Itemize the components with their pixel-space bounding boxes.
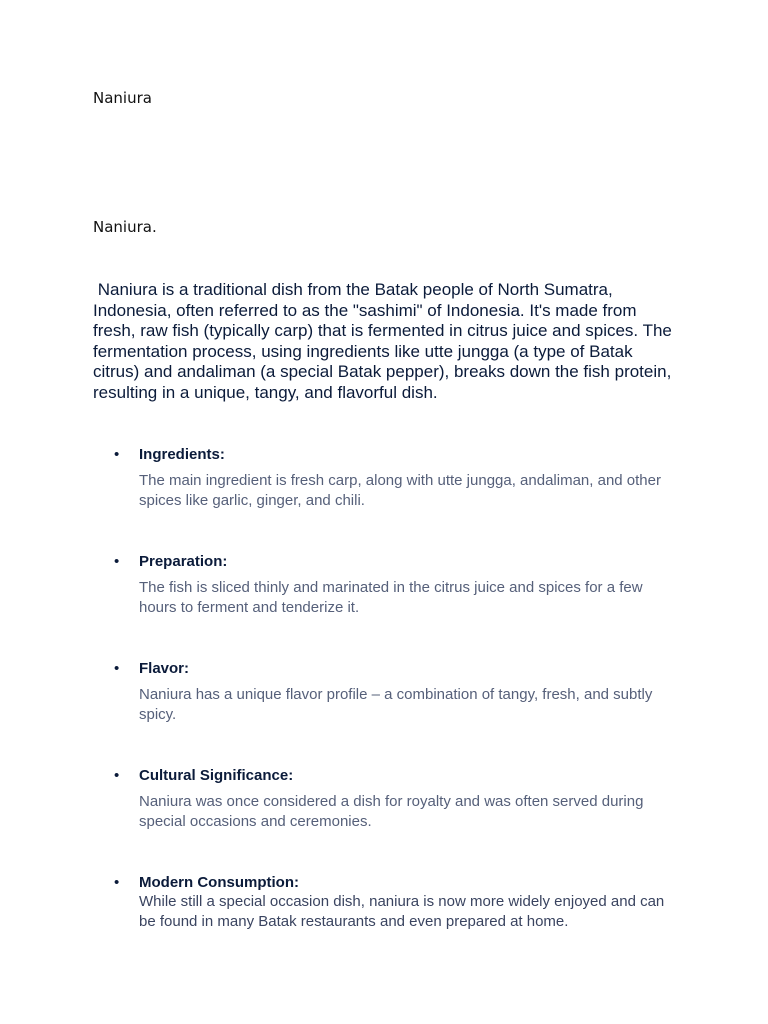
item-body: The fish is sliced thinly and marinated in the citrus juice and spices for a few hours to ferment and tenderize it. bbox=[139, 579, 643, 616]
bullet-icon: • bbox=[114, 553, 120, 570]
item-body: While still a special occasion dish, naniura is now more widely enjoyed and can be found in many Batak restaurants and even prepared at home. bbox=[139, 893, 665, 930]
item-title: Preparation: bbox=[139, 553, 228, 570]
item-title: Cultural Significance: bbox=[139, 767, 294, 784]
document-title: Naniura bbox=[93, 89, 152, 107]
bullet-icon: • bbox=[114, 767, 120, 784]
intro-paragraph: Naniura is a traditional dish from the Batak people of North Sumatra, Indonesia, often referred to as the "sashimi" of Indonesia. It's made from fresh, raw fish (typically carp) that is fermented in citrus juice and spices. The fermentation process, using ingredients like utte jungga (a type of Batak citrus) and andaliman (a special Batak pepper), breaks down the fish protein, resulting in a unique, tangy, and flavorful dish. bbox=[93, 280, 677, 402]
item-title: Modern Consumption: bbox=[139, 874, 299, 891]
item-title: Flavor: bbox=[139, 660, 190, 677]
bullet-icon: • bbox=[114, 874, 120, 891]
item-body: The main ingredient is fresh carp, along with utte jungga, andaliman, and other spices like garlic, ginger, and chili. bbox=[139, 472, 661, 509]
item-body: Naniura has a unique flavor profile – a combination of tangy, fresh, and subtly spicy. bbox=[139, 686, 653, 723]
bullet-icon: • bbox=[114, 446, 120, 463]
item-title: Ingredients: bbox=[139, 446, 225, 463]
document-subtitle: Naniura. bbox=[93, 218, 157, 236]
item-body: Naniura was once considered a dish for royalty and was often served during special occasions and ceremonies. bbox=[139, 793, 644, 830]
bullet-icon: • bbox=[114, 660, 120, 677]
